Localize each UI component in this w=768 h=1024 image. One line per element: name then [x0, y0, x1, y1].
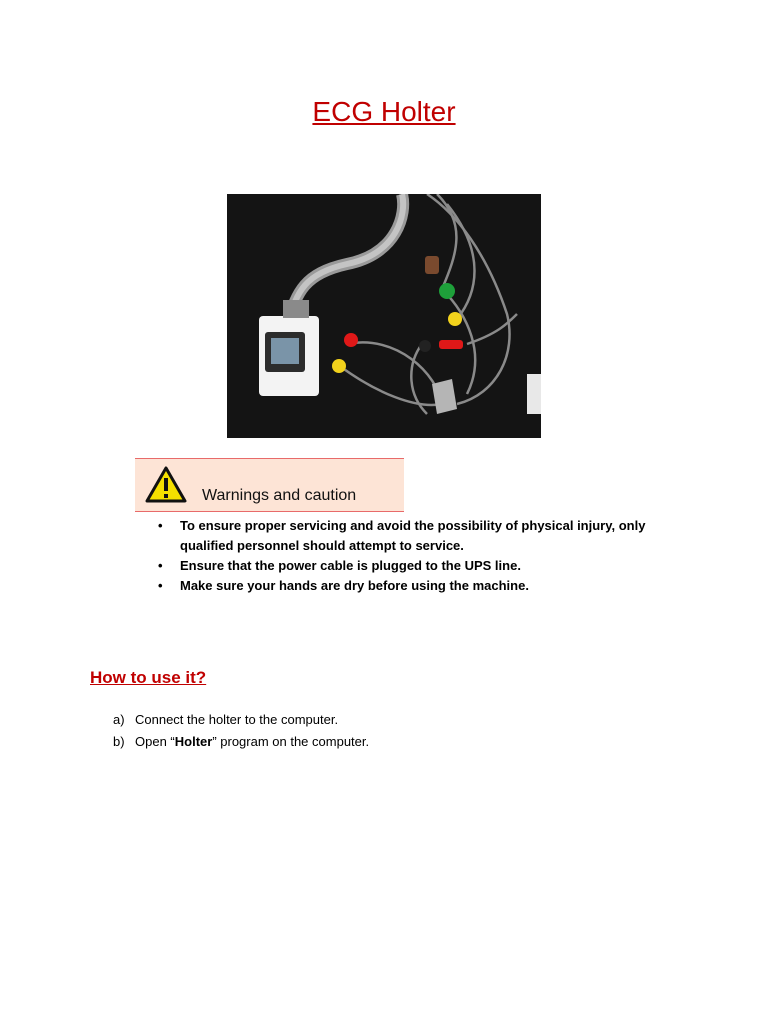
steps-list — [113, 709, 369, 753]
list-item: • Make sure your hands are dry before using the machine. — [158, 576, 658, 596]
list-item — [113, 731, 369, 753]
section-heading: How to use it? — [90, 668, 207, 687]
step-text: Connect the holter to the computer. — [135, 712, 339, 727]
list-item: • To ensure proper servicing and avoid the possibility of physical injury, only qualified personnel should attempt to service. — [158, 516, 658, 556]
list-item — [113, 709, 369, 731]
list-marker: a) — [113, 712, 125, 727]
warnings-label: Warnings and caution — [202, 487, 357, 504]
page-title: ECG Holter — [312, 96, 456, 127]
warnings-list — [158, 516, 658, 596]
warning-triangle-icon — [145, 466, 187, 509]
ecg-holter-photo — [227, 194, 541, 438]
warnings-banner — [135, 458, 404, 512]
list-item: • Ensure that the power cable is plugged to the UPS line. — [158, 556, 658, 576]
program-name: Holter — [174, 734, 213, 749]
list-marker: b) — [113, 734, 125, 749]
step-text-pre: Open “ — [135, 734, 175, 749]
step-text-post: ” program on the computer. — [212, 734, 370, 749]
